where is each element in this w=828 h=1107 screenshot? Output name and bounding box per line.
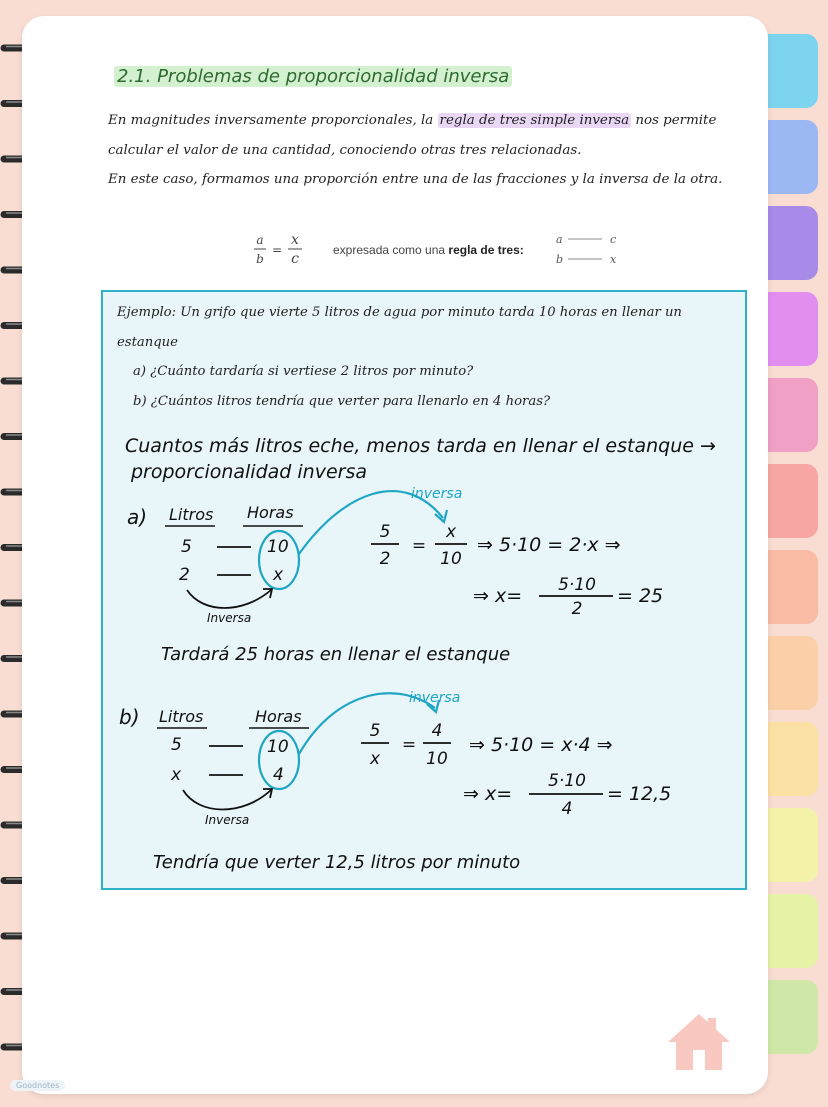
svg-text:5: 5 [181, 537, 192, 557]
part-a-step1: ⇒ 5·10 = 2·x ⇒ [477, 534, 621, 556]
section-tab[interactable] [762, 206, 818, 280]
svg-text:2: 2 [571, 599, 583, 619]
highlighted-term: regla de tres simple inversa [439, 113, 630, 128]
svg-text:10: 10 [267, 737, 289, 757]
section-tab[interactable] [762, 464, 818, 538]
section-tab[interactable] [762, 550, 818, 624]
rule-c: c [610, 233, 617, 246]
example-box [101, 290, 747, 890]
question-b: b) ¿Cuántos litros tendría que verter para llenarlo en 4 horas? [133, 393, 551, 409]
part-a-answer: Tardará 25 horas en llenar el estanque [161, 644, 511, 665]
question-a: a) ¿Cuánto tardaría si vertiese 2 litros por minuto? [133, 364, 474, 379]
reason-line-2: proporcionalidad inversa [131, 461, 367, 483]
svg-text:x: x [171, 765, 182, 785]
svg-text:10: 10 [440, 549, 462, 569]
part-a-solution [127, 486, 663, 665]
svg-text:5: 5 [379, 522, 391, 542]
part-b-answer: Tendría que verter 12,5 litros por minuto [153, 852, 521, 873]
svg-text:5: 5 [171, 735, 182, 755]
part-a-step2: ⇒ x= [473, 585, 523, 607]
formula-b: b [256, 252, 264, 266]
section-tab[interactable] [762, 722, 818, 796]
formula-figure [250, 230, 650, 274]
formula-caption: expresada como una regla de tres: [333, 243, 524, 257]
home-icon[interactable] [666, 1010, 732, 1072]
svg-text:2: 2 [179, 565, 190, 585]
svg-text:10: 10 [426, 749, 448, 769]
svg-text:5·10: 5·10 [548, 771, 586, 791]
section-tab[interactable] [762, 378, 818, 452]
section-tab[interactable] [762, 120, 818, 194]
svg-text:= 12,5: = 12,5 [607, 783, 672, 805]
svg-text:4: 4 [561, 799, 573, 819]
section-tab[interactable] [762, 636, 818, 710]
example-statement: Ejemplo: Un grifo que vierte 5 litros de agua por minuto tarda 10 horas en llenar un estanque a) ¿Cuánto tardaría si vertiese 2 litros por minuto? b) ¿Cuántos litros tendría que verter para llenarlo en 4 horas? [117, 298, 727, 416]
svg-text:x: x [369, 749, 381, 769]
section-tab[interactable] [762, 980, 818, 1054]
rule-a: a [556, 233, 563, 246]
svg-text:x: x [445, 522, 457, 542]
part-b-arrow-bottom: Inversa [205, 813, 250, 827]
brand-watermark: Goodnotes [10, 1080, 65, 1091]
section-tab[interactable] [762, 808, 818, 882]
part-a-arrow-label: inversa [411, 486, 463, 502]
part-b-solution [119, 690, 671, 873]
part-a-col-horas: Horas [247, 503, 294, 522]
svg-text:5: 5 [369, 721, 381, 741]
handwritten-solution [103, 292, 749, 892]
svg-text:2: 2 [379, 549, 391, 569]
part-a-label: a) [127, 505, 148, 529]
rule-x: x [610, 253, 617, 266]
rule-b: b [556, 253, 564, 266]
section-tab[interactable] [762, 292, 818, 366]
part-b-label: b) [119, 705, 140, 729]
part-b-col-horas: Horas [255, 707, 302, 726]
formula-equals: = [271, 243, 283, 257]
svg-text:10: 10 [267, 537, 289, 557]
part-b-step1: ⇒ 5·10 = x·4 ⇒ [469, 734, 613, 756]
section-tab[interactable] [762, 894, 818, 968]
part-b-arrow-label: inversa [409, 690, 461, 706]
formula-x: x [291, 232, 299, 248]
svg-text:4: 4 [273, 765, 284, 785]
svg-text:4: 4 [431, 721, 443, 741]
section-tab[interactable] [762, 34, 818, 108]
intro-paragraph: En magnitudes inversamente proporcionales, la regla de tres simple inversa nos permite calcular el valor de una cantidad, conociendo otras tres relacionadas. En este caso, formamos una proporción entre una de las fracciones y la inversa de la otra. [108, 113, 723, 187]
part-a-arrow-bottom: Inversa [207, 611, 252, 625]
reason-line-1: Cuantos más litros eche, menos tarda en llenar el estanque → [125, 435, 716, 457]
part-b-step2: ⇒ x= [463, 783, 513, 805]
part-b-col-litros: Litros [159, 707, 204, 726]
section-title: 2.1. Problemas de proporcionalidad inversa [114, 66, 512, 87]
svg-text:=: = [411, 536, 427, 556]
svg-text:=: = [401, 735, 417, 755]
svg-text:5·10: 5·10 [558, 575, 596, 595]
section-tabs [762, 34, 828, 1074]
part-a-col-litros: Litros [169, 505, 214, 524]
svg-text:x: x [273, 565, 284, 585]
svg-text:= 25: = 25 [617, 585, 664, 607]
formula-a: a [256, 233, 264, 247]
formula-c: c [291, 251, 299, 267]
